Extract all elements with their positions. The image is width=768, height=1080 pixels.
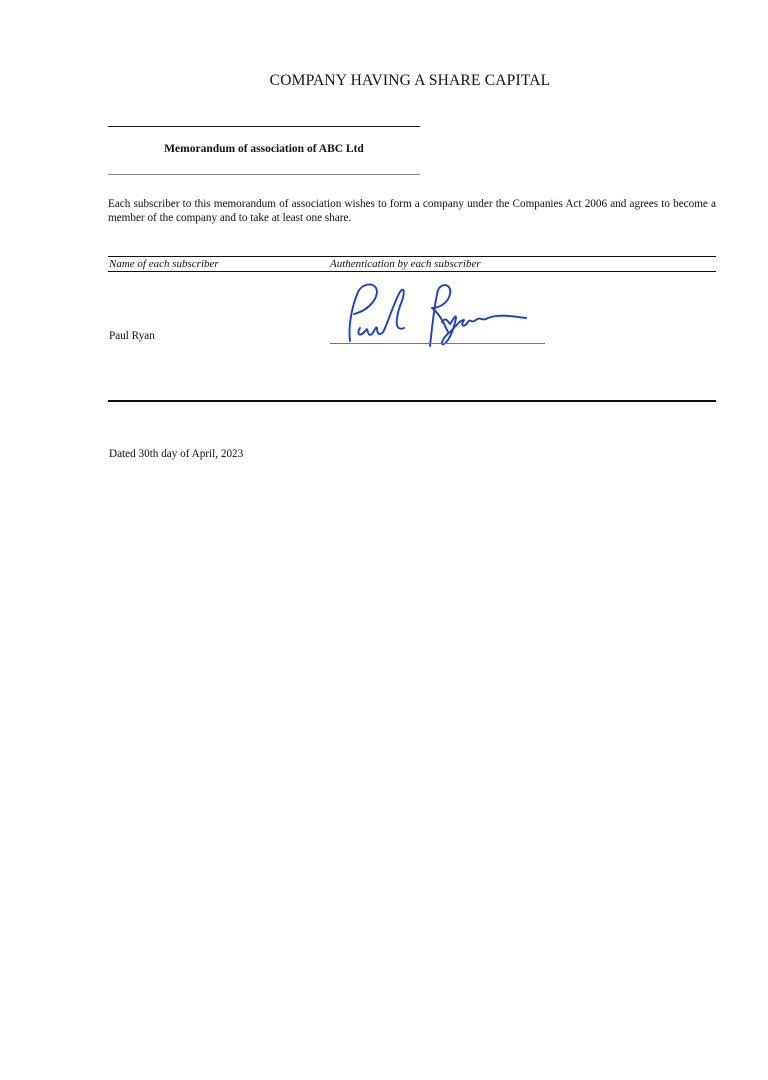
name-column-header: Name of each subscriber xyxy=(109,258,219,270)
date-line: Dated 30th day of April, 2023 xyxy=(109,448,244,460)
title-bottom-rule xyxy=(108,174,420,175)
memorandum-title: Memorandum of association of ABC Ltd xyxy=(164,143,364,155)
table-header-rule xyxy=(108,271,716,272)
title-top-rule xyxy=(108,126,420,127)
subscriber-name: Paul Ryan xyxy=(109,330,155,342)
document-heading: COMPANY HAVING A SHARE CAPITAL xyxy=(269,72,551,89)
table-top-rule xyxy=(108,256,716,257)
signature-line xyxy=(330,343,545,344)
subscriber-statement: Each subscriber to this memorandum of association wishes to form a company under the Companies Act 2006 and agrees to become a member of the company and to take at least one share. xyxy=(108,198,716,224)
table-bottom-rule xyxy=(108,400,716,402)
authentication-column-header: Authentication by each subscriber xyxy=(330,258,481,270)
signature-image xyxy=(330,278,540,353)
